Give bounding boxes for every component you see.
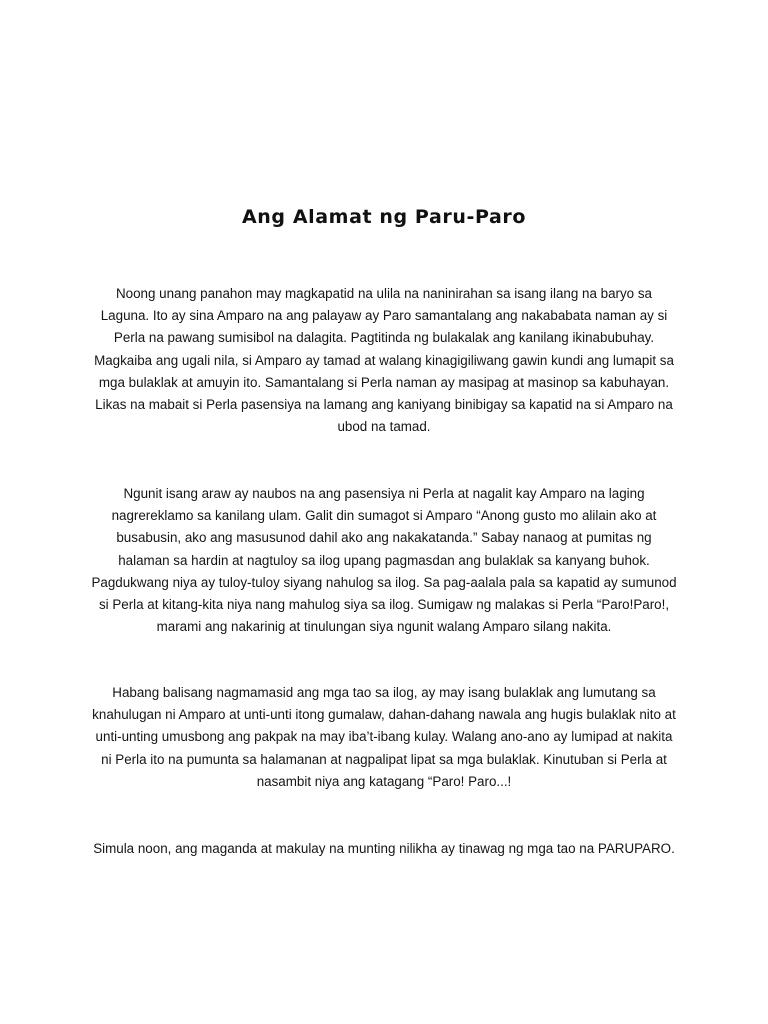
- page-title: Ang Alamat ng Paru-Paro: [241, 206, 527, 228]
- paragraph-2: Ngunit isang araw ay naubos na ang pasensiya ni Perla at nagalit kay Amparo na laging nagrereklamo sa kanilang ulam. Galit din sumagot si Amparo “Anong gusto mo alilain ako at busabusin, ako ang masusunod dahil ako ang nakakatanda.” Sabay nanaog at pumitas ng halaman sa hardin at nagtuloy sa ilog upang pagmasdan ang bulaklak sa kanyang buhok. Pagdukwang niya ay tuloy-tuloy siyang nahulog sa ilog. Sa pag-aalala pala sa kapatid ay sumunod si Perla at kitang-kita niya nang mahulog siya sa ilog. Sumigaw ng malakas si Perla “Paro!Paro!, marami ang nakarinig at tinulungan siya ngunit walang Amparo silang nakita.: [91, 486, 677, 635]
- paragraph-4: Simula noon, ang maganda at makulay na munting nilikha ay tinawag ng mga tao na PARUPARO.: [93, 841, 675, 856]
- paragraph-3: Habang balisang nagmamasid ang mga tao sa ilog, ay may isang bulaklak ang lumutang sa knahulugan ni Amparo at unti-unti itong gumalaw, dahan-dahang nawala ang hugis bulaklak nito at unti-unting umusbong ang pakpak na may iba’t-ibang kulay. Walang ano-ano ay lumipad at nakita ni Perla ito na pumunta sa halamanan at nagpalipat lipat sa mga bulaklak. Kinutuban si Perla at nasambit niya ang katagang “Paro! Paro...!: [92, 685, 676, 789]
- paragraph-1: Noong unang panahon may magkapatid na ulila na naninirahan sa isang ilang na baryo sa Laguna. Ito ay sina Amparo na ang palayaw ay Paro samantalang ang nakababata naman ay si Perla na pawang sumisibol na dalagita. Pagtitinda ng bulakalak ang kanilang ikinabubuhay. Magkaiba ang ugali nila, si Amparo ay tamad at walang kinagigiliwang gawin kundi ang lumapit sa mga bulaklak at amuyin ito. Samantalang si Perla naman ay masipag at masinop sa kabuhayan. Likas na mabait si Perla pasensiya na lamang ang kaniyang binibigay sa kapatid na si Amparo na ubod na tamad.: [94, 286, 674, 435]
